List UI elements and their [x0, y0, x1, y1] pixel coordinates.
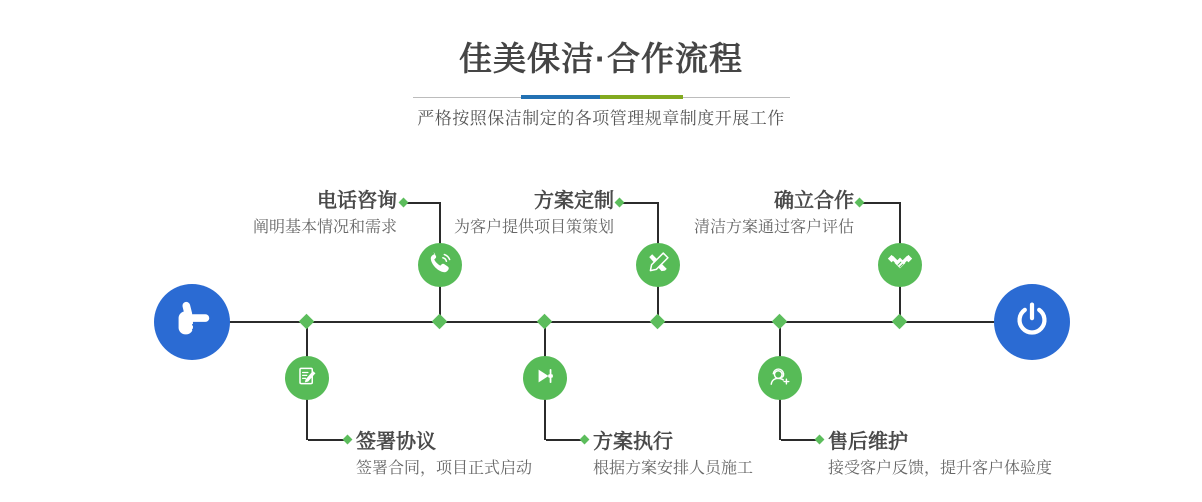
title-divider-blue-segment: [521, 95, 600, 99]
play-execute-icon: [531, 362, 559, 395]
connector-horizontal: [620, 202, 659, 204]
timeline-diamond: [432, 314, 448, 330]
timeline-diamond: [299, 314, 315, 330]
pencil-tools-icon: [644, 249, 672, 282]
phone-icon: [426, 249, 454, 282]
step-node-aftersales: [758, 356, 802, 400]
step-description: 清洁方案通过客户评估: [693, 219, 854, 236]
flow-end-node: [994, 284, 1070, 360]
step-title: 方案定制: [534, 190, 614, 212]
page-title: 佳美保洁·合作流程: [459, 40, 743, 77]
timeline-diamond: [537, 314, 553, 330]
step-node-sign: [285, 356, 329, 400]
connector-horizontal: [860, 202, 901, 204]
step-title: 签署协议: [356, 431, 436, 453]
label-diamond: [815, 435, 825, 445]
handshake-icon: [886, 249, 914, 282]
step-node-cooperation: [878, 243, 922, 287]
power-icon: [1009, 297, 1055, 348]
step-label-aftersales: [828, 429, 1052, 481]
connector-horizontal: [404, 202, 441, 204]
timeline-diamond: [650, 314, 666, 330]
flow-start-node: [154, 284, 230, 360]
label-diamond: [615, 198, 625, 208]
customer-service-icon: [766, 362, 794, 395]
label-diamond: [855, 198, 865, 208]
step-description: 根据方案安排人员施工: [593, 460, 754, 477]
step-label-design: [454, 188, 614, 240]
step-label-cooperation: [694, 188, 854, 240]
connector-horizontal: [781, 439, 819, 441]
step-node-phone: [418, 243, 462, 287]
label-diamond: [343, 435, 353, 445]
label-diamond: [399, 198, 409, 208]
signed-document-icon: [293, 362, 321, 395]
step-title: 售后维护: [828, 431, 908, 453]
step-description: 阐明基本情况和需求: [252, 219, 397, 236]
pointing-hand-icon: [169, 297, 215, 348]
step-title: 方案执行: [593, 431, 673, 453]
step-label-execute: [593, 429, 753, 481]
timeline-diamond: [892, 314, 908, 330]
step-node-execute: [523, 356, 567, 400]
timeline-line: [229, 321, 997, 323]
step-node-design: [636, 243, 680, 287]
timeline-diamond: [772, 314, 788, 330]
step-title: 确立合作: [774, 190, 854, 212]
step-title: 电话咨询: [317, 190, 397, 212]
step-description: 为客户提供项目策策划: [453, 219, 614, 236]
step-description: 签署合同，项目正式启动: [356, 460, 533, 477]
label-diamond: [580, 435, 590, 445]
connector-horizontal: [308, 439, 346, 441]
step-label-phone: [253, 188, 397, 240]
connector-horizontal: [546, 439, 584, 441]
step-description: 接受客户反馈，提升客户体验度: [828, 460, 1053, 477]
page-subtitle: 严格按照保洁制定的各项管理规章制度开展工作: [417, 109, 785, 128]
step-label-sign: [356, 429, 532, 481]
title-divider-green-segment: [600, 95, 683, 99]
